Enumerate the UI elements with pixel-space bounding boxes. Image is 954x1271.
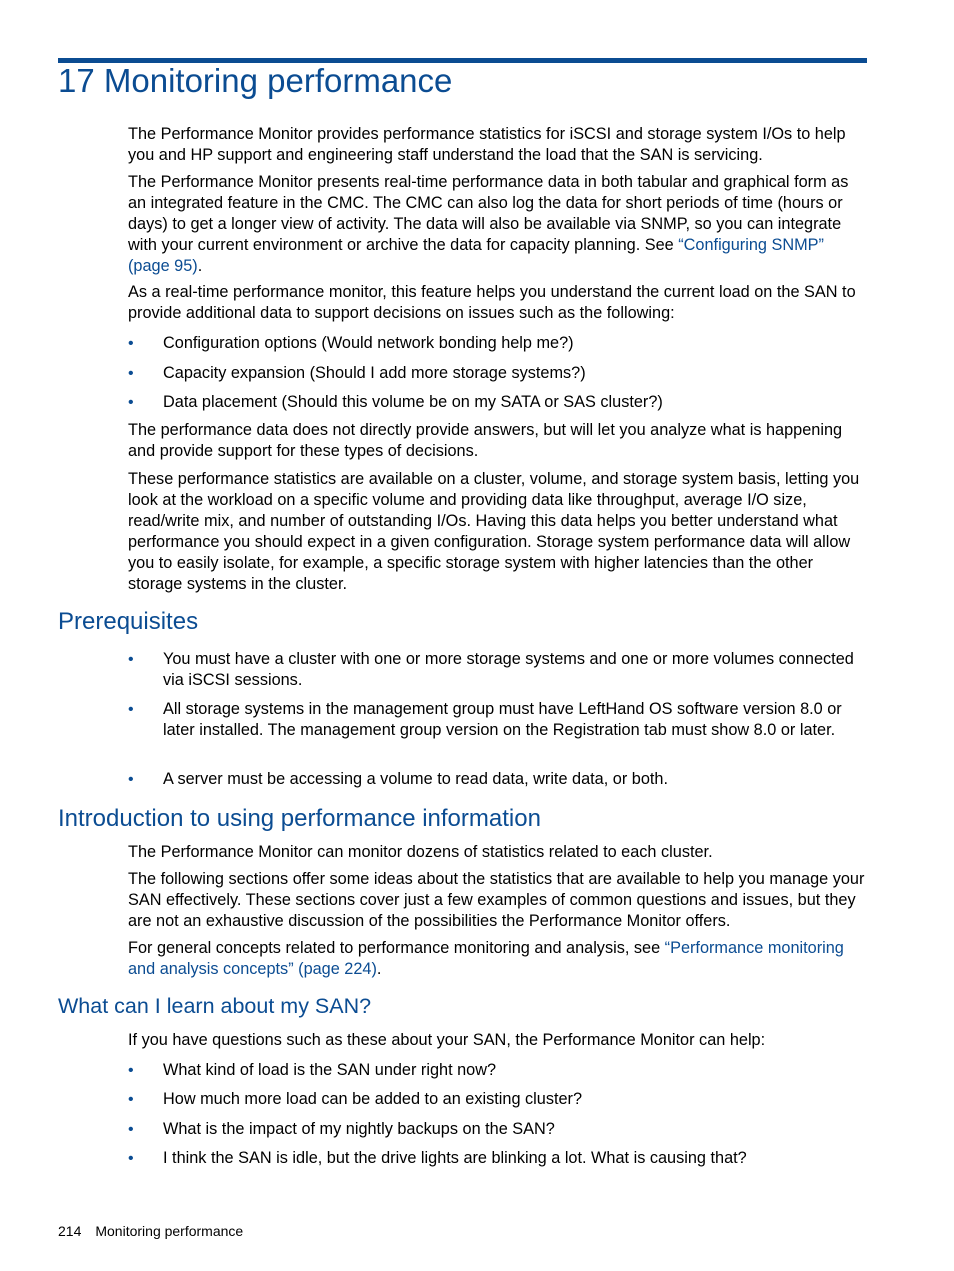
bullet-icon: •: [128, 1091, 134, 1108]
chapter-title: 17 Monitoring performance: [58, 62, 453, 99]
bullet-icon: •: [128, 335, 134, 352]
configuring-snmp-link[interactable]: “Configuring SNMP” (page 95): [128, 236, 824, 275]
bullet-icon: •: [128, 1121, 134, 1138]
bullet-icon: •: [128, 651, 134, 668]
page-footer: [58, 1223, 243, 1239]
footer-section: Monitoring performance: [95, 1223, 244, 1239]
introduction-paragraph-3: For general concepts related to performance monitoring and analysis, see “Performance monitoring and analysis concepts” (page 224).: [128, 939, 844, 978]
intro-paragraph-1: The Performance Monitor provides performance statistics for iSCSI and storage system I/Os to help you and HP support and engineering staff understand the load that the SAN is servicing.: [128, 125, 846, 164]
bullet-icon: •: [128, 1150, 134, 1167]
intro-paragraph-3: As a real-time performance monitor, this feature helps you understand the current load on the SAN to provide additional data to support decisions on issues such as the following:: [128, 283, 856, 322]
introduction-paragraph-2: The following sections offer some ideas about the statistics that are available to help you manage your SAN effectively. These sections cover just a few examples of common questions and issues, but they are not an exhaustive discussion of the possibilities the Performance Monitor offers.: [128, 870, 865, 930]
intro-paragraph-5: These performance statistics are available on a cluster, volume, and storage system basis, letting you look at the workload on a specific volume and providing data like throughput, average I/O size, read/write mix, and number of outstanding I/Os. Having this data helps you better understand what performance you should expect in a given configuration. Storage system performance data will allow you to easily isolate, for example, a specific storage system with higher latencies than the other storage systems in the cluster.: [128, 470, 860, 593]
bullet-icon: •: [128, 771, 134, 788]
introduction-heading: Introduction to using performance information: [58, 805, 541, 832]
page-number: 214: [58, 1223, 82, 1239]
bullet-icon: •: [128, 1062, 134, 1079]
intro-paragraph-2: The Performance Monitor presents real-time performance data in both tabular and graphical form as an integrated feature in the CMC. The CMC can also log the data for short periods of time (hours or days) to get a longer view of activity. The data will also be available via SNMP, so you can integrate with your current environment or archive the data for capacity planning. See “Configuring SNMP” (page 95).: [128, 173, 849, 275]
bullet-icon: •: [128, 394, 134, 411]
performance-concepts-link[interactable]: “Performance monitoring and analysis concepts” (page 224): [128, 939, 844, 978]
prerequisites-heading: Prerequisites: [58, 608, 199, 635]
intro-paragraph-4: The performance data does not directly provide answers, but will let you analyze what is happening and provide support for these types of decisions.: [128, 421, 843, 460]
bullet-icon: •: [128, 701, 134, 718]
bullet-icon: •: [128, 365, 134, 382]
learn-heading: What can I learn about my SAN?: [58, 994, 372, 1018]
learn-paragraph-1: If you have questions such as these about your SAN, the Performance Monitor can help:: [128, 1031, 766, 1049]
introduction-paragraph-1: The Performance Monitor can monitor dozens of statistics related to each cluster.: [128, 843, 713, 861]
